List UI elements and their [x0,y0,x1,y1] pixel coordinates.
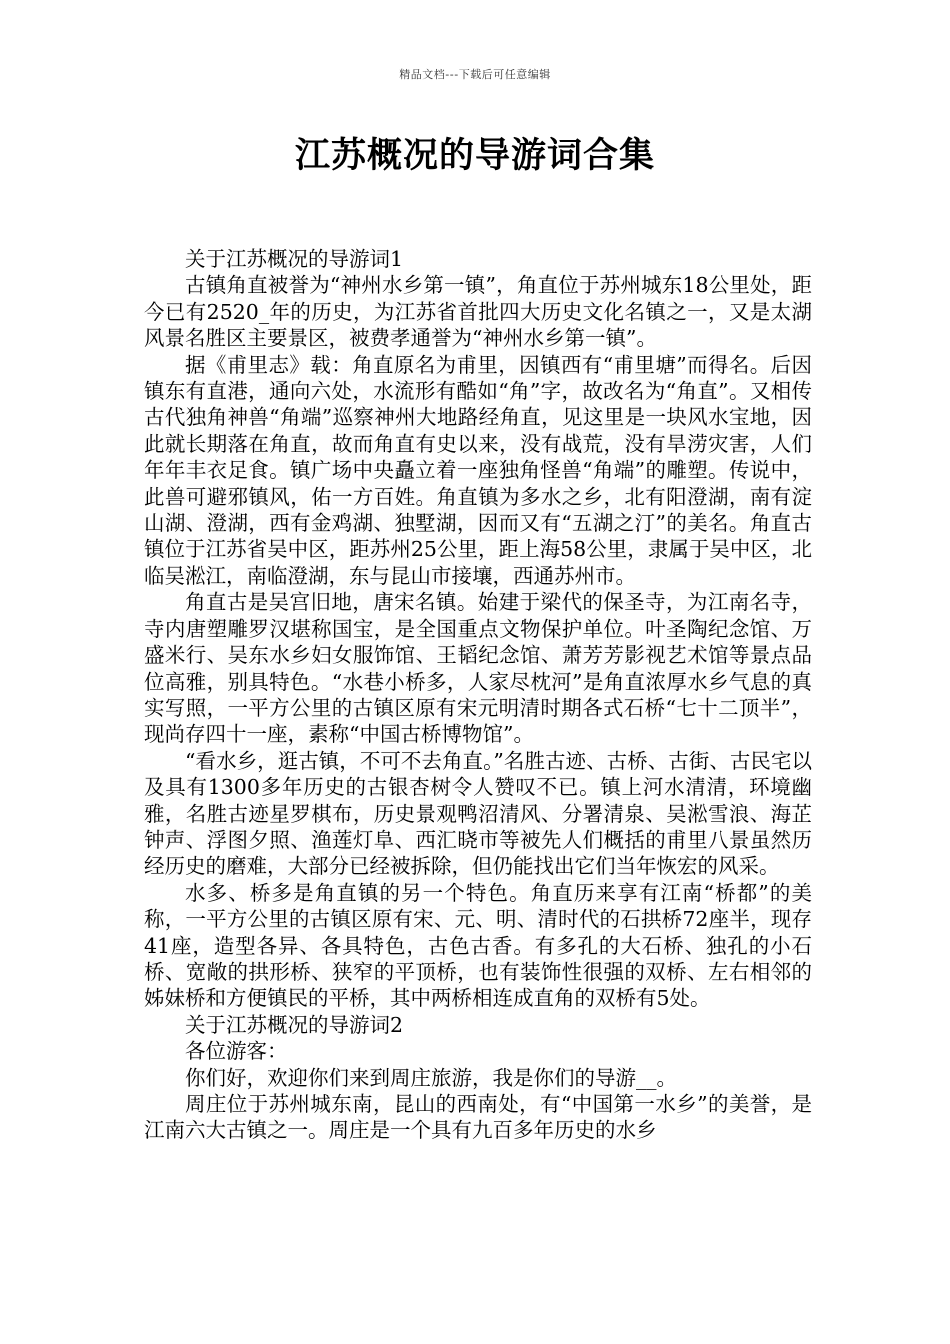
header-note: 精品文档---下载后可任意编辑 [399,68,551,81]
paragraph: 水多、桥多是角直镇的另一个特色。角直历来享有江南“桥都”的美称，一平方公里的古镇区原有宋、元、明、清时代的石拱桥72座半，现存41座，造型各异、各具特色，古色古香。有多孔的大石桥、独孔的小石桥、宽敞的拱形桥、狭窄的平顶桥，也有装饰性很强的双桥、左右相邻的姊妹桥和方便镇民的平桥，其中两桥相连成直角的双桥有5处。 [144,880,812,1011]
document-body [144,246,812,1144]
paragraph: 周庄位于苏州城东南，昆山的西南处，有“中国第一水乡”的美誉，是江南六大古镇之一。周庄是一个具有九百多年历史的水乡 [144,1092,812,1143]
paragraph: 你们好，欢迎你们来到周庄旅游，我是你们的导游__。 [185,1065,677,1090]
document-title: 江苏概况的导游词合集 [294,136,655,176]
section-heading: 关于江苏概况的导游词1 [185,247,404,271]
paragraph: 据《甫里志》载：角直原名为甫里，因镇西有“甫里塘”而得名。后因镇东有直港，通向六处，水流形有酷如“角”字，故改名为“角直”。又相传古代独角神兽“角端”巡察神州大地路经角直，见这里是一块风水宝地，因此就长期落在角直，故而角直有史以来，没有战荒，没有旱涝灾害，人们年年丰衣足食。镇广场中央矗立着一座独角怪兽“角端”的雕塑。传说中，此兽可避邪镇风，佑一方百姓。角直镇为多水之乡，北有阳澄湖，南有淀山湖、澄湖，西有金鸡湖、独墅湖，因而又有“五湖之汀”的美名。角直古镇位于江苏省吴中区，距苏州25公里，距上海58公里，隶属于吴中区，北临吴淞江，南临澄湖，东与昆山市接壤，西通苏州市。 [144,352,812,588]
paragraph: 各位游客： [185,1039,288,1064]
paragraph: “看水乡，逛古镇，不可不去角直。”名胜古迹、古桥、古街、古民宅以及具有1300多年历史的古银杏树令人赞叹不已。镇上河水清清，环境幽雅，名胜古迹星罗棋布，历史景观鸭沼清风、分署清泉、吴淞雪浪、海芷钟声、浮图夕照、渔莲灯阜、西汇晓市等被先人们概括的甫里八景虽然历经历史的磨难，大部分已经被拆除，但仍能找出它们当年恢宏的风采。 [144,748,812,879]
paragraph: 角直古是吴宫旧地，唐宋名镇。始建于梁代的保圣寺，为江南名寺，寺内唐塑雕罗汉堪称国宝，是全国重点文物保护单位。叶圣陶纪念馆、万盛米行、吴东水乡妇女服饰馆、王韬纪念馆、萧芳芳影视艺术馆等景点品位高雅，别具特色。“水巷小桥多，人家尽枕河”是角直浓厚水乡气息的真实写照，一平方公里的古镇区原有宋元明清时期各式石桥“七十二顶半”，现尚存四十一座，素称“中国古桥博物馆”。 [144,590,812,747]
section-heading: 关于江苏概况的导游词2 [185,1012,404,1037]
paragraph: 古镇角直被誉为“神州水乡第一镇”，角直位于苏州城东18公里处，距今已有2520_年的历史，为江苏省首批四大历史文化名镇之一，又是太湖风景名胜区主要景区，被费孝通誉为“神州水乡第一镇”。 [144,273,812,351]
